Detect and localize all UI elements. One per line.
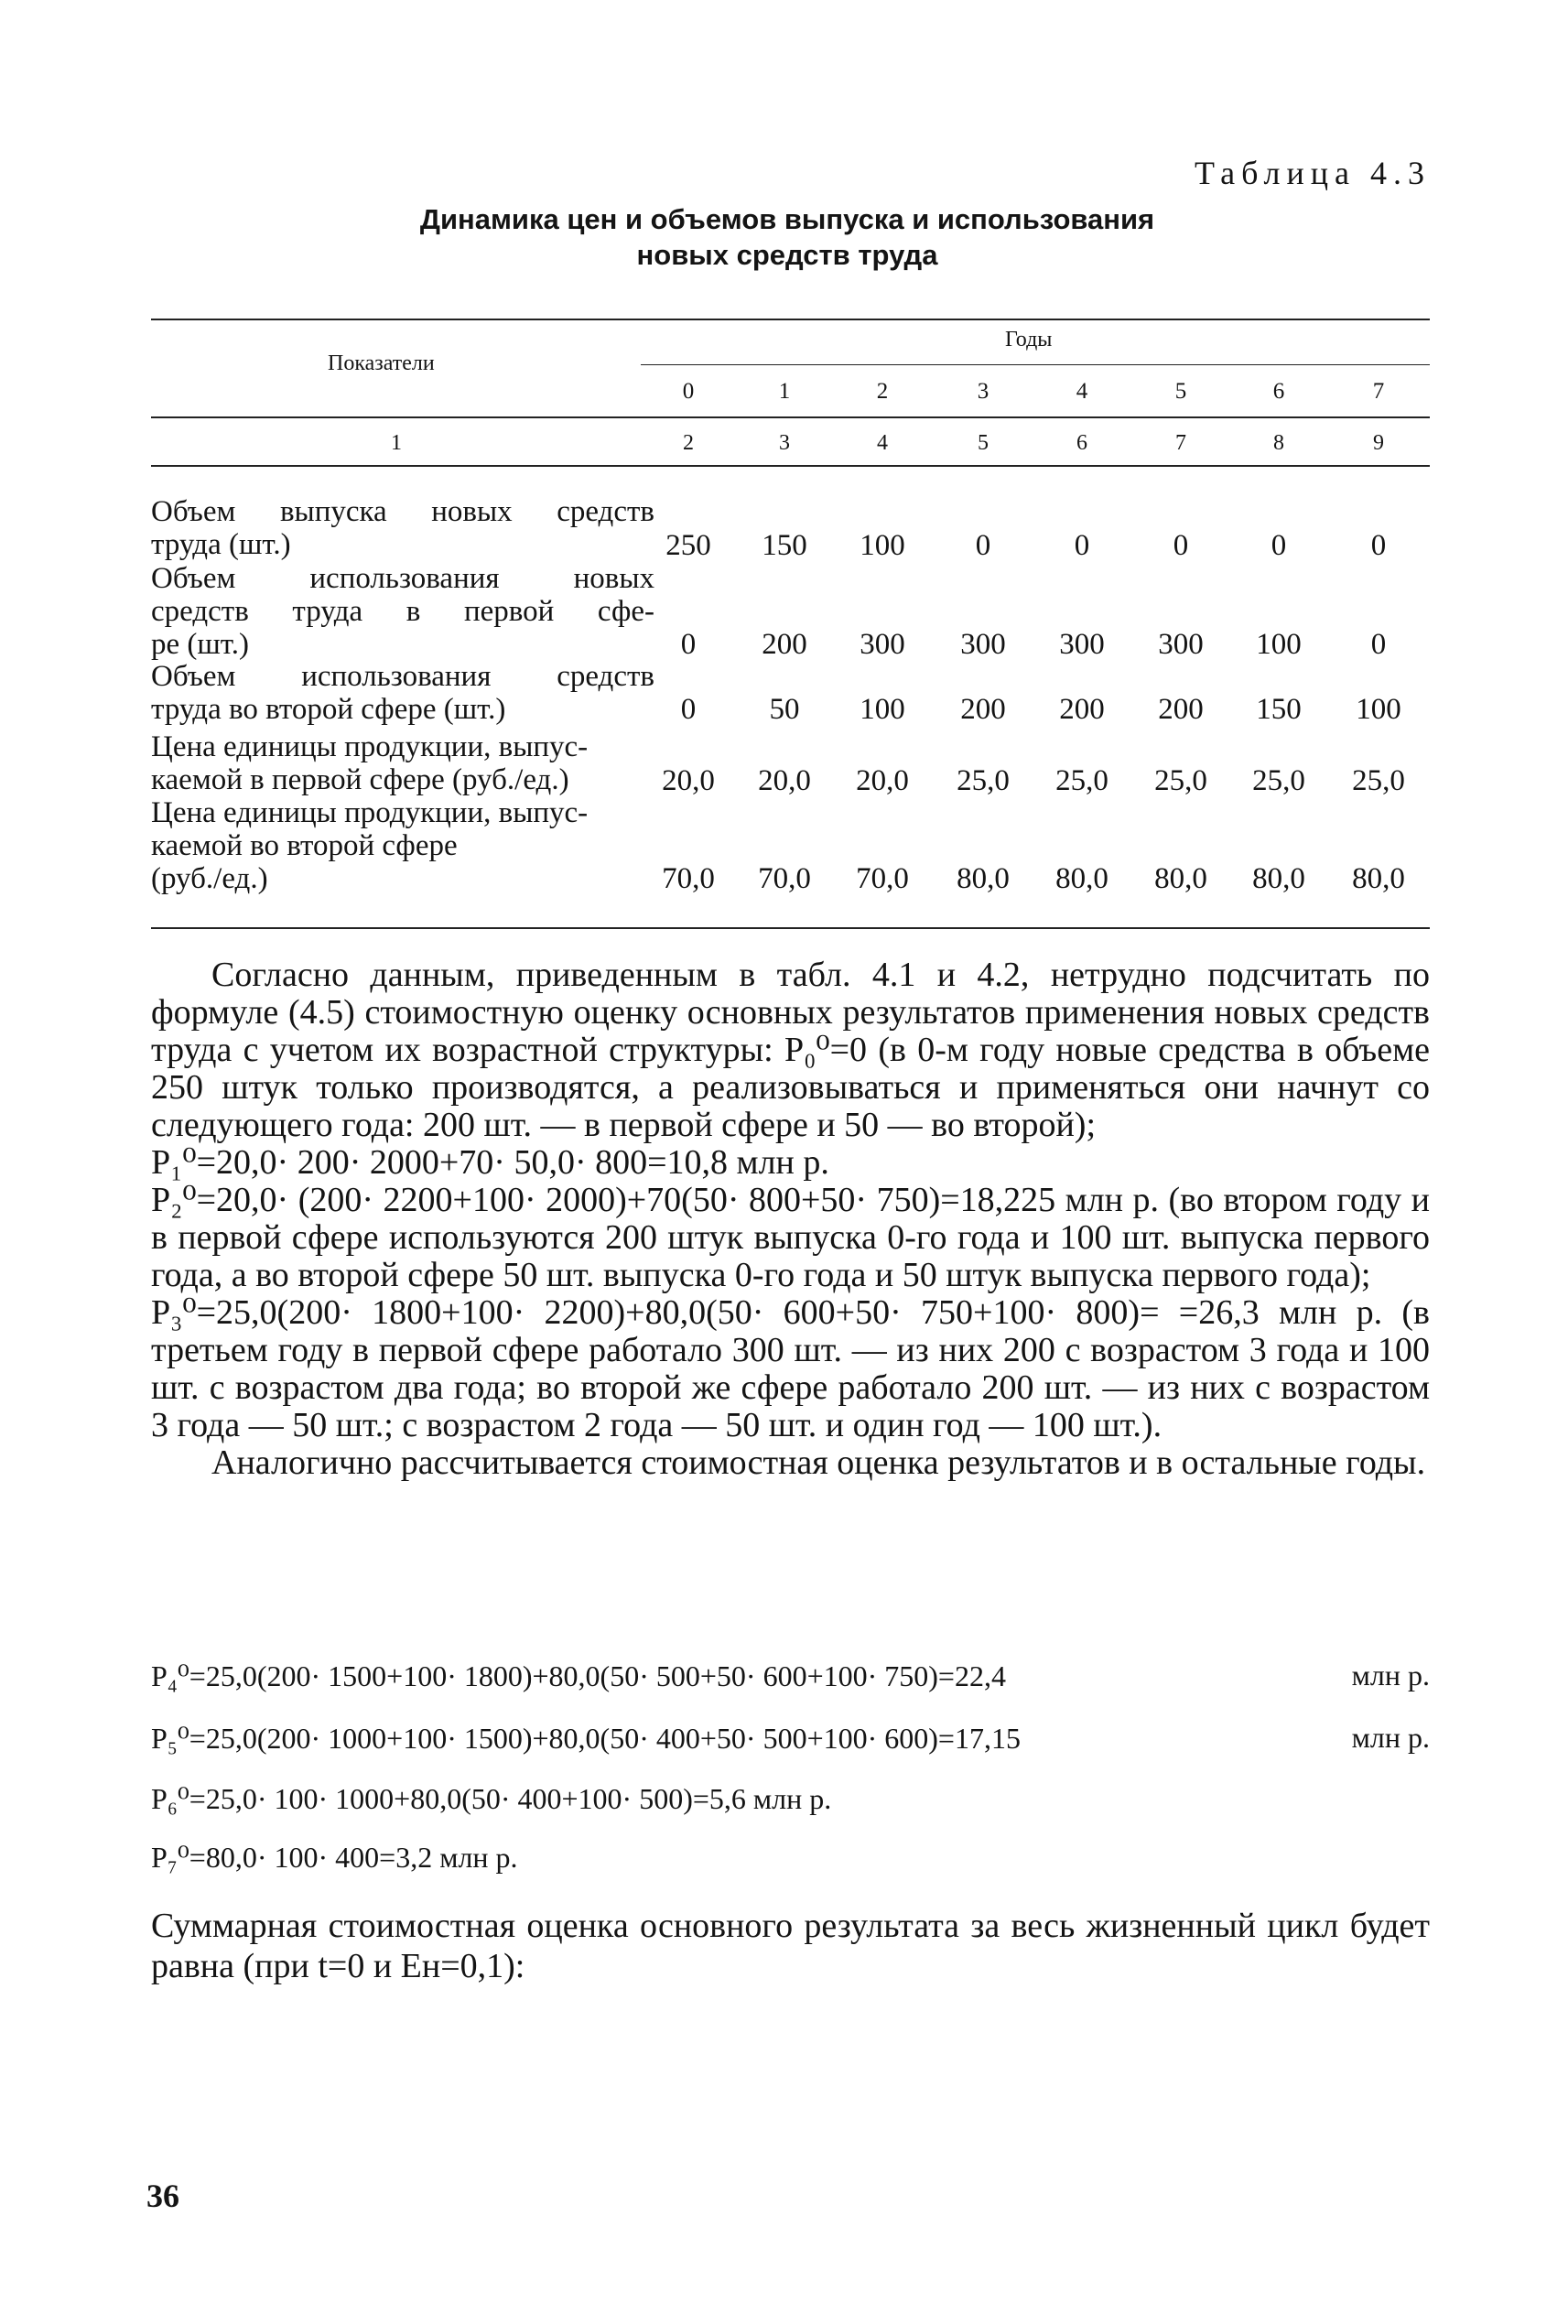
year-cell: 5 xyxy=(1174,379,1187,404)
table-cell: 25,0 xyxy=(957,764,1010,797)
page-number: 36 xyxy=(146,2178,179,2214)
table-cell: 0 xyxy=(975,529,991,562)
paragraph: P₃⁰=25,0(200· 1800+100· 2200)+80,0(50· 600+50· 750+100· 800)= =26,3 млн р. (в третьем году в первой сфере работало 300 шт. — из них 200 с возрастом 3 года и 100 шт. с возрастом два года; во второй же сфере работало 200 шт. — из них с возрастом 3 года — 50 шт.; с возрастом 2 года — 50 шт. и один год — 100 шт.). xyxy=(151,1293,1430,1444)
table-cell: 25,0 xyxy=(1154,764,1207,797)
table-cell: 80,0 xyxy=(1252,862,1305,895)
table-cell: 20,0 xyxy=(856,764,909,797)
header-indicators: Показатели xyxy=(328,351,435,375)
table-cell: 150 xyxy=(1256,693,1302,726)
table-title: Динамика цен и объемов выпуска и использования новых средств труда xyxy=(419,203,1155,271)
col-index-cell: 1 xyxy=(391,431,402,455)
table-cell: 0 xyxy=(1370,628,1387,661)
table-cell: 70,0 xyxy=(856,862,909,895)
table-cell: 70,0 xyxy=(662,862,715,895)
table-cell: 80,0 xyxy=(1352,862,1405,895)
table-cell: 300 xyxy=(860,628,905,661)
table-cell: 200 xyxy=(960,693,1006,726)
index-rule xyxy=(151,465,1430,467)
formula-line: P₆⁰=25,0· 100· 1000+80,0(50· 400+100· 500)=5,6 млн р. xyxy=(151,1782,832,1815)
col-index-cell: 2 xyxy=(683,431,694,455)
table-cell: 20,0 xyxy=(662,764,715,797)
formula-line: P₅⁰=25,0(200· 1000+100· 1500)+80,0(50· 400+50· 500+100· 600)=17,15 млн р. xyxy=(151,1721,1430,1755)
year-cell: 4 xyxy=(1076,379,1088,404)
year-cell: 3 xyxy=(977,379,989,404)
formula-line: P₄⁰=25,0(200· 1500+100· 1800)+80,0(50· 500+50· 600+100· 750)=22,4 млн р. xyxy=(151,1659,1430,1692)
table-cell: 80,0 xyxy=(1154,862,1207,895)
table-row-label: Цена единицы продукции, выпус- каемой во второй сфере (руб./ед.) xyxy=(151,796,589,895)
table-cell: 25,0 xyxy=(1252,764,1305,797)
table-cell: 0 xyxy=(1173,529,1189,562)
paragraph: P₂⁰=20,0· (200· 2200+100· 2000)+70(50· 800+50· 750)=18,225 млн р. (во втором году и в первой сфере используются 200 штук выпуска 0-го года и 100 шт. выпуска первого года, а во второй сфере 50 шт. выпуска 0-го года и 50 штук выпуска первого года); xyxy=(151,1181,1430,1294)
table-cell: 100 xyxy=(860,693,905,726)
table-cell: 200 xyxy=(1059,693,1105,726)
table-row-label: Объем использования средств труда во второй сфере (шт.) xyxy=(151,660,654,726)
header-rule xyxy=(151,416,1430,418)
col-index-cell: 5 xyxy=(978,431,989,455)
table-cell: 300 xyxy=(1158,628,1204,661)
year-cell: 6 xyxy=(1272,379,1285,404)
table-row-label: Объем выпуска новых средств труда (шт.) xyxy=(151,495,654,561)
table-cell: 100 xyxy=(860,529,905,562)
col-index-cell: 9 xyxy=(1373,431,1384,455)
table-cell: 20,0 xyxy=(758,764,811,797)
col-index-cell: 3 xyxy=(779,431,790,455)
table-cell: 0 xyxy=(1271,529,1287,562)
col-index-cell: 4 xyxy=(877,431,888,455)
year-cell: 0 xyxy=(682,379,695,404)
table-label: Таблица 4.3 xyxy=(1195,155,1431,191)
table-row-label: Объем использования новых средств труда в первой сфе- ре (шт.) xyxy=(151,562,654,661)
years-rule xyxy=(641,364,1430,365)
table-cell: 250 xyxy=(665,529,711,562)
body-text xyxy=(151,957,1430,1482)
col-index-cell: 7 xyxy=(1175,431,1186,455)
year-cell: 1 xyxy=(778,379,791,404)
table-cell: 80,0 xyxy=(1055,862,1108,895)
table-row-label: Цена единицы продукции, выпус- каемой в первой сфере (руб./ед.) xyxy=(151,730,589,796)
table-cell: 300 xyxy=(960,628,1006,661)
table-cell: 50 xyxy=(769,693,800,726)
table-cell: 100 xyxy=(1356,693,1401,726)
table-cell: 150 xyxy=(762,529,807,562)
table-cell: 200 xyxy=(1158,693,1204,726)
table-cell: 25,0 xyxy=(1352,764,1405,797)
table-cell: 200 xyxy=(762,628,807,661)
col-index-cell: 8 xyxy=(1273,431,1284,455)
formula-line: P₁⁰=20,0· 200· 2000+70· 50,0· 800=10,8 млн р. xyxy=(151,1143,829,1182)
table-cell: 80,0 xyxy=(957,862,1010,895)
table-cell: 70,0 xyxy=(758,862,811,895)
table-cell: 300 xyxy=(1059,628,1105,661)
table-cell: 25,0 xyxy=(1055,764,1108,797)
table-cell: 0 xyxy=(680,628,697,661)
table-cell: 0 xyxy=(1370,529,1387,562)
summary-paragraph: Суммарная стоимостная оценка основного результата за весь жизненный цикл будет равна (при t=0 и Eн=0,1): xyxy=(151,1907,1430,1985)
header-years: Годы xyxy=(1005,328,1053,351)
paragraph: Согласно данным, приведенным в табл. 4.1 и 4.2, нетрудно подсчитать по формуле (4.5) стоимостную оценку основных результатов применения новых средств труда с учетом их возрастной структуры: P₀⁰=0 (в 0-м году новые средства в объеме 250 штук только производятся, а реализовываться и применяться они начнут со следующего года: 200 шт. — в первой сфере и 50 — во второй); xyxy=(151,956,1430,1144)
table-top-rule xyxy=(151,319,1430,320)
table-cell: 100 xyxy=(1256,628,1302,661)
table-bottom-rule xyxy=(151,927,1430,929)
table-cell: 0 xyxy=(680,693,697,726)
formula-line: P₇⁰=80,0· 100· 400=3,2 млн р. xyxy=(151,1841,518,1874)
table-cell: 0 xyxy=(1074,529,1090,562)
paragraph: Аналогично рассчитывается стоимостная оценка результатов и в остальные годы. xyxy=(211,1443,1426,1482)
year-cell: 7 xyxy=(1372,379,1385,404)
year-cell: 2 xyxy=(876,379,889,404)
col-index-cell: 6 xyxy=(1076,431,1087,455)
